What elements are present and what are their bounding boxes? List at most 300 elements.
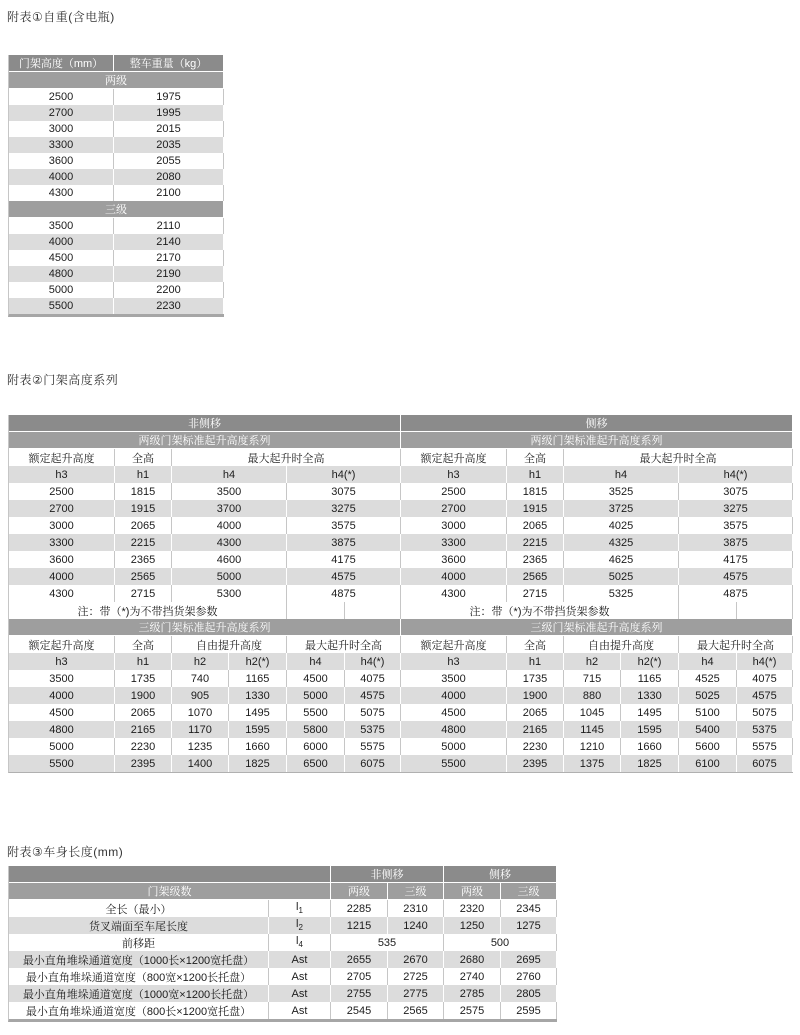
data-cell: 6500 (287, 755, 345, 772)
table-row (9, 201, 224, 218)
column-header: 额定起升高度 (9, 449, 115, 466)
symbol-header: h2(*) (229, 653, 287, 670)
data-cell: 2170 (114, 250, 224, 266)
data-cell: 6075 (737, 755, 793, 772)
data-cell: 3075 (679, 483, 793, 500)
body-length-head (9, 866, 557, 900)
data-cell: 1045 (564, 704, 621, 721)
two-stage-body (9, 483, 793, 602)
data-cell: 3575 (287, 517, 401, 534)
data-cell: 2365 (507, 551, 564, 568)
data-cell: 3000 (9, 517, 115, 534)
data-cell: 4875 (287, 585, 401, 602)
table-row (9, 121, 224, 137)
data-cell: 2055 (114, 153, 224, 169)
data-cell: 2705 (331, 968, 388, 985)
data-cell: 5500 (9, 298, 114, 314)
empty-cell (9, 866, 331, 883)
column-header-mast-height: 门架高度（mm） (9, 55, 114, 72)
data-cell: 5000 (287, 687, 345, 704)
data-cell: 2100 (114, 185, 224, 201)
symbol-header: h4(*) (287, 466, 401, 483)
column-header-three-stage: 三级 (388, 883, 444, 900)
data-cell: 3500 (401, 670, 507, 687)
column-header: 全高 (507, 449, 564, 466)
table-row (9, 985, 557, 1002)
data-cell: 4175 (287, 551, 401, 568)
data-cell: 1145 (564, 721, 621, 738)
data-cell: 4500 (401, 704, 507, 721)
data-cell: 1250 (444, 917, 501, 934)
data-cell: 2015 (114, 121, 224, 137)
data-cell: 5325 (564, 585, 679, 602)
section-title-row (9, 619, 793, 636)
table-row (9, 934, 557, 951)
column-header: 最大起升时全高 (287, 636, 401, 653)
data-cell: 2065 (115, 704, 172, 721)
data-cell: 4500 (9, 704, 115, 721)
data-cell: 740 (172, 670, 229, 687)
data-cell: 5000 (401, 738, 507, 755)
table-row (9, 917, 557, 934)
table-row (9, 721, 793, 738)
table-row (9, 755, 793, 772)
data-cell: 4800 (401, 721, 507, 738)
data-cell: 4075 (345, 670, 401, 687)
data-cell: 2345 (501, 900, 557, 917)
stage-section-label: 两级 (9, 72, 224, 89)
row-label: 最小直角堆垛通道宽度（1000长×1200宽托盘） (9, 951, 269, 968)
data-cell: 1995 (114, 105, 224, 121)
symbol-cell: $l_1$ (269, 900, 331, 917)
symbol-cell: $l_4$ (269, 934, 331, 951)
data-cell: 2065 (507, 704, 564, 721)
data-cell: 2565 (115, 568, 172, 585)
data-cell: 4625 (564, 551, 679, 568)
data-cell: 2230 (115, 738, 172, 755)
table-row (9, 266, 224, 282)
data-cell: 1900 (115, 687, 172, 704)
two-stage-head (9, 415, 793, 483)
table-row (9, 534, 793, 551)
data-cell: 2500 (401, 483, 507, 500)
data-cell: 2080 (114, 169, 224, 185)
data-cell: 4875 (679, 585, 793, 602)
data-cell: 5500 (287, 704, 345, 721)
row-label: 最小直角堆垛通道宽度（800宽×1200长托盘） (9, 968, 269, 985)
data-cell: 2500 (9, 483, 115, 500)
data-cell: 1915 (115, 500, 172, 517)
table-row (9, 500, 793, 517)
data-cell: 1170 (172, 721, 229, 738)
table-row (9, 704, 793, 721)
data-cell: 4175 (679, 551, 793, 568)
data-cell: 4000 (172, 517, 287, 534)
data-cell: 5100 (679, 704, 737, 721)
column-header: 最大起升时全高 (564, 449, 793, 466)
body-length-body (9, 900, 557, 1019)
data-cell: 1330 (621, 687, 679, 704)
group-header-sideshift: 侧移 (401, 415, 793, 432)
table-row (9, 900, 557, 917)
data-cell: 3600 (401, 551, 507, 568)
data-cell: 2190 (114, 266, 224, 282)
data-cell: 1595 (229, 721, 287, 738)
data-cell: 2700 (401, 500, 507, 517)
column-header-row (9, 636, 793, 653)
data-cell: 2310 (388, 900, 444, 917)
table-row (9, 153, 224, 169)
data-cell: 4800 (9, 266, 114, 282)
symbol-subscript: 4 (298, 940, 303, 950)
symbol-cell: Ast (269, 951, 331, 968)
table-row (9, 951, 557, 968)
group-header-non-sideshift: 非侧移 (331, 866, 444, 883)
symbol-cell: Ast (269, 1002, 331, 1019)
data-cell: 5025 (564, 568, 679, 585)
empty-cell (737, 602, 793, 619)
data-cell: 4600 (172, 551, 287, 568)
data-cell: 1240 (388, 917, 444, 934)
data-cell: 2740 (444, 968, 501, 985)
data-cell: 2595 (501, 1002, 557, 1019)
data-cell: 2215 (507, 534, 564, 551)
data-cell: 4025 (564, 517, 679, 534)
column-header: 额定起升高度 (9, 636, 115, 653)
table1-title: 附表①自重(含电瓶) (7, 10, 115, 24)
data-cell: 1165 (621, 670, 679, 687)
section-title-two-stage: 两级门架标准起升高度系列 (401, 432, 793, 449)
data-cell: 1330 (229, 687, 287, 704)
table-row (9, 968, 557, 985)
data-cell: 2065 (115, 517, 172, 534)
data-cell: 1735 (507, 670, 564, 687)
data-cell: 2395 (115, 755, 172, 772)
data-cell: 4000 (9, 687, 115, 704)
symbol-header: h3 (9, 653, 115, 670)
data-cell: 1660 (621, 738, 679, 755)
data-cell: 2545 (331, 1002, 388, 1019)
data-cell: 6000 (287, 738, 345, 755)
body-length-table (8, 866, 557, 1022)
data-cell: 2805 (501, 985, 557, 1002)
data-cell: 3725 (564, 500, 679, 517)
symbol-header: h1 (115, 653, 172, 670)
data-cell: 500 (444, 934, 557, 951)
data-cell: 3575 (679, 517, 793, 534)
data-cell: 1660 (229, 738, 287, 755)
data-cell: 5575 (345, 738, 401, 755)
data-cell: 2565 (507, 568, 564, 585)
table-row (9, 1002, 557, 1019)
data-cell: 5025 (679, 687, 737, 704)
data-cell: 3300 (401, 534, 507, 551)
data-cell: 1900 (507, 687, 564, 704)
data-cell: 4300 (9, 185, 114, 201)
data-cell: 3000 (401, 517, 507, 534)
data-cell: 2215 (115, 534, 172, 551)
data-cell: 2775 (388, 985, 444, 1002)
column-header: 最大起升时全高 (679, 636, 793, 653)
data-cell: 2165 (507, 721, 564, 738)
section-title-row (9, 432, 793, 449)
data-cell: 2695 (501, 951, 557, 968)
table-row (9, 105, 224, 121)
symbol-header-row (9, 466, 793, 483)
column-header: 自由提升高度 (172, 636, 287, 653)
data-cell: 2680 (444, 951, 501, 968)
data-cell: 4575 (737, 687, 793, 704)
symbol-header: h3 (9, 466, 115, 483)
data-cell: 2655 (331, 951, 388, 968)
stage-header-row (9, 883, 557, 900)
data-cell: 2110 (114, 218, 224, 234)
data-cell: 4575 (287, 568, 401, 585)
data-cell: 2715 (507, 585, 564, 602)
column-header: 自由提升高度 (564, 636, 679, 653)
data-cell: 3500 (9, 670, 115, 687)
row-label: 最小直角堆垛通道宽度（1000宽×1200长托盘） (9, 985, 269, 1002)
data-cell: 905 (172, 687, 229, 704)
data-cell: 5300 (172, 585, 287, 602)
column-header-two-stage: 两级 (444, 883, 501, 900)
data-cell: 5575 (737, 738, 793, 755)
table-row (9, 483, 793, 500)
symbol-subscript: 1 (298, 906, 303, 916)
data-cell: 5000 (172, 568, 287, 585)
row-label: 全长（最小） (9, 900, 269, 917)
column-header: 最大起升时全高 (172, 449, 401, 466)
data-cell: 2230 (114, 298, 224, 314)
table-row (9, 89, 224, 105)
data-cell: 5375 (737, 721, 793, 738)
data-cell: 4575 (345, 687, 401, 704)
symbol-header: h3 (401, 653, 507, 670)
data-cell: 715 (564, 670, 621, 687)
table-row (9, 282, 224, 298)
symbol-header: h4(*) (737, 653, 793, 670)
section-title-three-stage: 三级门架标准起升高度系列 (401, 619, 793, 636)
table-row (9, 517, 793, 534)
data-cell: 2725 (388, 968, 444, 985)
data-cell: 2140 (114, 234, 224, 250)
empty-cell (287, 602, 345, 619)
column-header-three-stage: 三级 (501, 883, 557, 900)
data-cell: 4075 (737, 670, 793, 687)
data-cell: 3300 (9, 137, 114, 153)
data-cell: 1595 (621, 721, 679, 738)
data-cell: 3500 (172, 483, 287, 500)
section-title-three-stage: 三级门架标准起升高度系列 (9, 619, 401, 636)
data-cell: 3275 (287, 500, 401, 517)
data-cell: 4300 (401, 585, 507, 602)
data-cell: 2285 (331, 900, 388, 917)
data-cell: 3075 (287, 483, 401, 500)
empty-cell (345, 602, 401, 619)
note-text: 注：带（*)为不带挡货架参数 (9, 602, 287, 619)
data-cell: 2715 (115, 585, 172, 602)
symbol-subscript: 2 (298, 923, 303, 933)
data-cell: 5800 (287, 721, 345, 738)
section-title-two-stage: 两级门架标准起升高度系列 (9, 432, 401, 449)
table2-title: 附表②门架高度系列 (7, 373, 119, 387)
data-cell: 5500 (401, 755, 507, 772)
data-cell: 1975 (114, 89, 224, 105)
column-header: 额定起升高度 (401, 449, 507, 466)
symbol-cell: $l_2$ (269, 917, 331, 934)
data-cell: 4300 (172, 534, 287, 551)
row-label: 货叉端面至车尾长度 (9, 917, 269, 934)
data-cell: 1235 (172, 738, 229, 755)
table3-title: 附表③车身长度(mm) (7, 845, 124, 859)
data-cell: 1210 (564, 738, 621, 755)
data-cell: 5375 (345, 721, 401, 738)
column-header: 全高 (507, 636, 564, 653)
data-cell: 3525 (564, 483, 679, 500)
data-cell: 4525 (679, 670, 737, 687)
data-cell: 2230 (507, 738, 564, 755)
data-cell: 3300 (9, 534, 115, 551)
data-cell: 4500 (287, 670, 345, 687)
table-header-row (9, 55, 224, 72)
data-cell: 4800 (9, 721, 115, 738)
data-cell: 4000 (9, 169, 114, 185)
data-cell: 3000 (9, 121, 114, 137)
column-header: 额定起升高度 (401, 636, 507, 653)
data-cell: 1825 (229, 755, 287, 772)
data-cell: 2700 (9, 105, 114, 121)
data-cell: 1215 (331, 917, 388, 934)
data-cell: 2785 (444, 985, 501, 1002)
group-header-row (9, 866, 557, 883)
three-stage-body (9, 670, 793, 772)
data-cell: 4300 (9, 585, 115, 602)
data-cell: 5000 (9, 738, 115, 755)
table-row (9, 137, 224, 153)
self-weight-table-head (9, 55, 224, 72)
symbol-header: h2(*) (621, 653, 679, 670)
data-cell: 2320 (444, 900, 501, 917)
data-cell: 5075 (345, 704, 401, 721)
data-cell: 5600 (679, 738, 737, 755)
column-header-vehicle-weight: 整车重量（kg） (114, 55, 224, 72)
symbol-cell: Ast (269, 985, 331, 1002)
data-cell: 1165 (229, 670, 287, 687)
data-cell: 5400 (679, 721, 737, 738)
data-cell: 3700 (172, 500, 287, 517)
column-header: 全高 (115, 636, 172, 653)
data-cell: 1815 (507, 483, 564, 500)
data-cell: 3600 (9, 551, 115, 568)
group-header-sideshift: 侧移 (444, 866, 557, 883)
mast-height-series-table (8, 415, 793, 773)
self-weight-table (8, 55, 224, 317)
data-cell: 2565 (388, 1002, 444, 1019)
data-cell: 5500 (9, 755, 115, 772)
table-row (9, 298, 224, 314)
data-cell: 3275 (679, 500, 793, 517)
data-cell: 2065 (507, 517, 564, 534)
data-cell: 5000 (9, 282, 114, 298)
data-cell: 2035 (114, 137, 224, 153)
three-stage-head (9, 619, 793, 670)
data-cell: 880 (564, 687, 621, 704)
row-label: 最小直角堆垛通道宽度（800长×1200宽托盘） (9, 1002, 269, 1019)
data-cell: 2575 (444, 1002, 501, 1019)
table-row (9, 218, 224, 234)
symbol-header-row (9, 653, 793, 670)
symbol-header: h2 (564, 653, 621, 670)
column-header-mast-stages: 门架级数 (9, 883, 331, 900)
data-cell: 3875 (679, 534, 793, 551)
symbol-header: h2 (172, 653, 229, 670)
data-cell: 4500 (9, 250, 114, 266)
data-cell: 4000 (401, 568, 507, 585)
table-row (9, 568, 793, 585)
data-cell: 3500 (9, 218, 114, 234)
data-cell: 4000 (401, 687, 507, 704)
data-cell: 2200 (114, 282, 224, 298)
data-cell: 2165 (115, 721, 172, 738)
data-cell: 1070 (172, 704, 229, 721)
column-header-two-stage: 两级 (331, 883, 388, 900)
empty-cell (679, 602, 737, 619)
data-cell: 5075 (737, 704, 793, 721)
data-cell: 1825 (621, 755, 679, 772)
group-header-non-sideshift: 非侧移 (9, 415, 401, 432)
data-cell: 4000 (9, 568, 115, 585)
table-row (9, 72, 224, 89)
data-cell: 3600 (9, 153, 114, 169)
data-cell: 2755 (331, 985, 388, 1002)
symbol-header: h3 (401, 466, 507, 483)
symbol-header: h1 (507, 653, 564, 670)
data-cell: 6075 (345, 755, 401, 772)
table-row (9, 687, 793, 704)
data-cell: 2700 (9, 500, 115, 517)
group-header-row (9, 415, 793, 432)
table-row (9, 585, 793, 602)
data-cell: 4325 (564, 534, 679, 551)
data-cell: 4575 (679, 568, 793, 585)
data-cell: 1735 (115, 670, 172, 687)
data-cell: 1815 (115, 483, 172, 500)
symbol-header: h4 (564, 466, 679, 483)
symbol-header: h1 (115, 466, 172, 483)
table-row (9, 169, 224, 185)
table-row (9, 738, 793, 755)
note-section (9, 602, 793, 619)
column-header-row (9, 449, 793, 466)
data-cell: 2365 (115, 551, 172, 568)
data-cell: 1915 (507, 500, 564, 517)
data-cell: 1375 (564, 755, 621, 772)
note-text: 注：带（*)为不带挡货架参数 (401, 602, 679, 619)
data-cell: 2670 (388, 951, 444, 968)
self-weight-table-body (9, 72, 224, 314)
data-cell: 2395 (507, 755, 564, 772)
table-row (9, 250, 224, 266)
symbol-header: h1 (507, 466, 564, 483)
symbol-cell: Ast (269, 968, 331, 985)
data-cell: 2760 (501, 968, 557, 985)
data-cell: 2500 (9, 89, 114, 105)
symbol-header: h4 (287, 653, 345, 670)
data-cell: 1495 (621, 704, 679, 721)
symbol-header: h4 (679, 653, 737, 670)
note-row (9, 602, 793, 619)
symbol-header: h4(*) (345, 653, 401, 670)
